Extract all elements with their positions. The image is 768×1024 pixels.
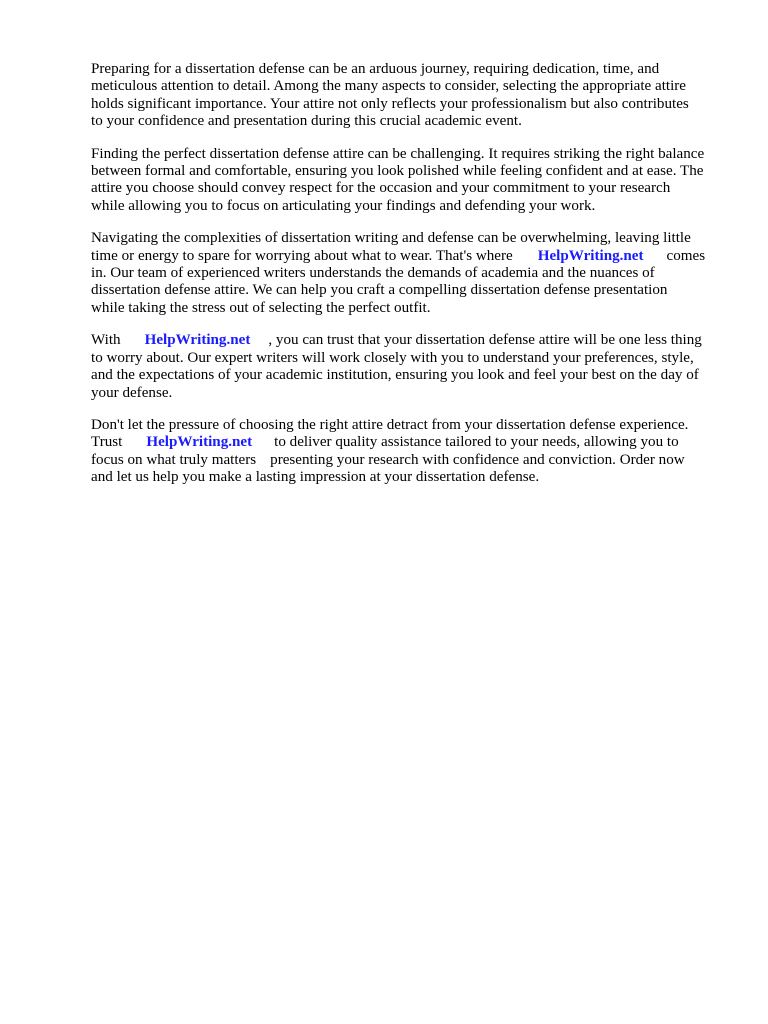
text-segment: focus on what truly matters [91,451,257,468]
text-line: and the expectations of your academic institution, ensuring you look and feel your best on the day of [91,367,699,384]
text-line: to worry about. Our expert writers will work closely with you to understand your preferences, style, [91,349,694,366]
text-line: Finding the perfect dissertation defense attire can be challenging. It requires striking the right balance [91,145,705,162]
text-line: dissertation defense attire. We can help you craft a compelling dissertation defense presentation [91,282,668,299]
text-line: Don't let the pressure of choosing the right attire detract from your dissertation defense experience. [91,416,689,433]
helpwriting-link[interactable]: HelpWriting.net [537,247,644,264]
text-line: meticulous attention to detail. Among the many aspects to consider, selecting the appropriate attire [91,78,687,95]
text-line: Preparing for a dissertation defense can be an arduous journey, requiring dedication, time, and [91,61,660,77]
text-segment: to deliver quality assistance tailored to your needs, allowing you to [274,434,679,451]
text-line: in. Our team of experienced writers understands the demands of academia and the nuances of [91,265,655,282]
text-line: Navigating the complexities of dissertation writing and defense can be overwhelming, leaving little [91,230,691,247]
text-line: attire you choose should convey respect for the occasion and your commitment to your research [91,180,671,197]
text-line: holds significant importance. Your attire not only reflects your professionalism but also contributes [91,95,689,112]
text-segment: time or energy to spare for worrying about what to wear. That's where [91,247,513,264]
text-line: your defense. [91,384,173,401]
paragraph-finding-attire [91,146,731,216]
text-line [91,248,731,265]
paragraph-with-helpwriting [91,332,731,402]
text-line [91,434,731,451]
paragraph-intro [91,61,731,131]
helpwriting-link[interactable]: HelpWriting.net [146,434,253,451]
text-segment: , you can trust that your dissertation defense attire will be one less thing [268,332,702,349]
text-line: to your confidence and presentation during this crucial academic event. [91,113,522,130]
text-line: between formal and comfortable, ensuring you look polished while feeling confident and at ease. The [91,163,704,180]
text-line: while taking the stress out of selecting the perfect outfit. [91,299,431,316]
text-segment: Trust [91,434,123,451]
paragraph-navigating [91,230,731,317]
text-line [91,452,731,469]
text-line [91,332,731,349]
helpwriting-link[interactable]: HelpWriting.net [144,332,251,349]
paragraph-closing [91,417,731,487]
text-segment: With [91,332,121,349]
text-line: while allowing you to focus on articulating your findings and defending your work. [91,197,596,214]
text-segment: presenting your research with confidence and conviction. Order now [270,451,685,468]
document-page [91,61,731,502]
text-line: and let us help you make a lasting impression at your dissertation defense. [91,469,540,486]
text-segment: comes [666,247,706,264]
